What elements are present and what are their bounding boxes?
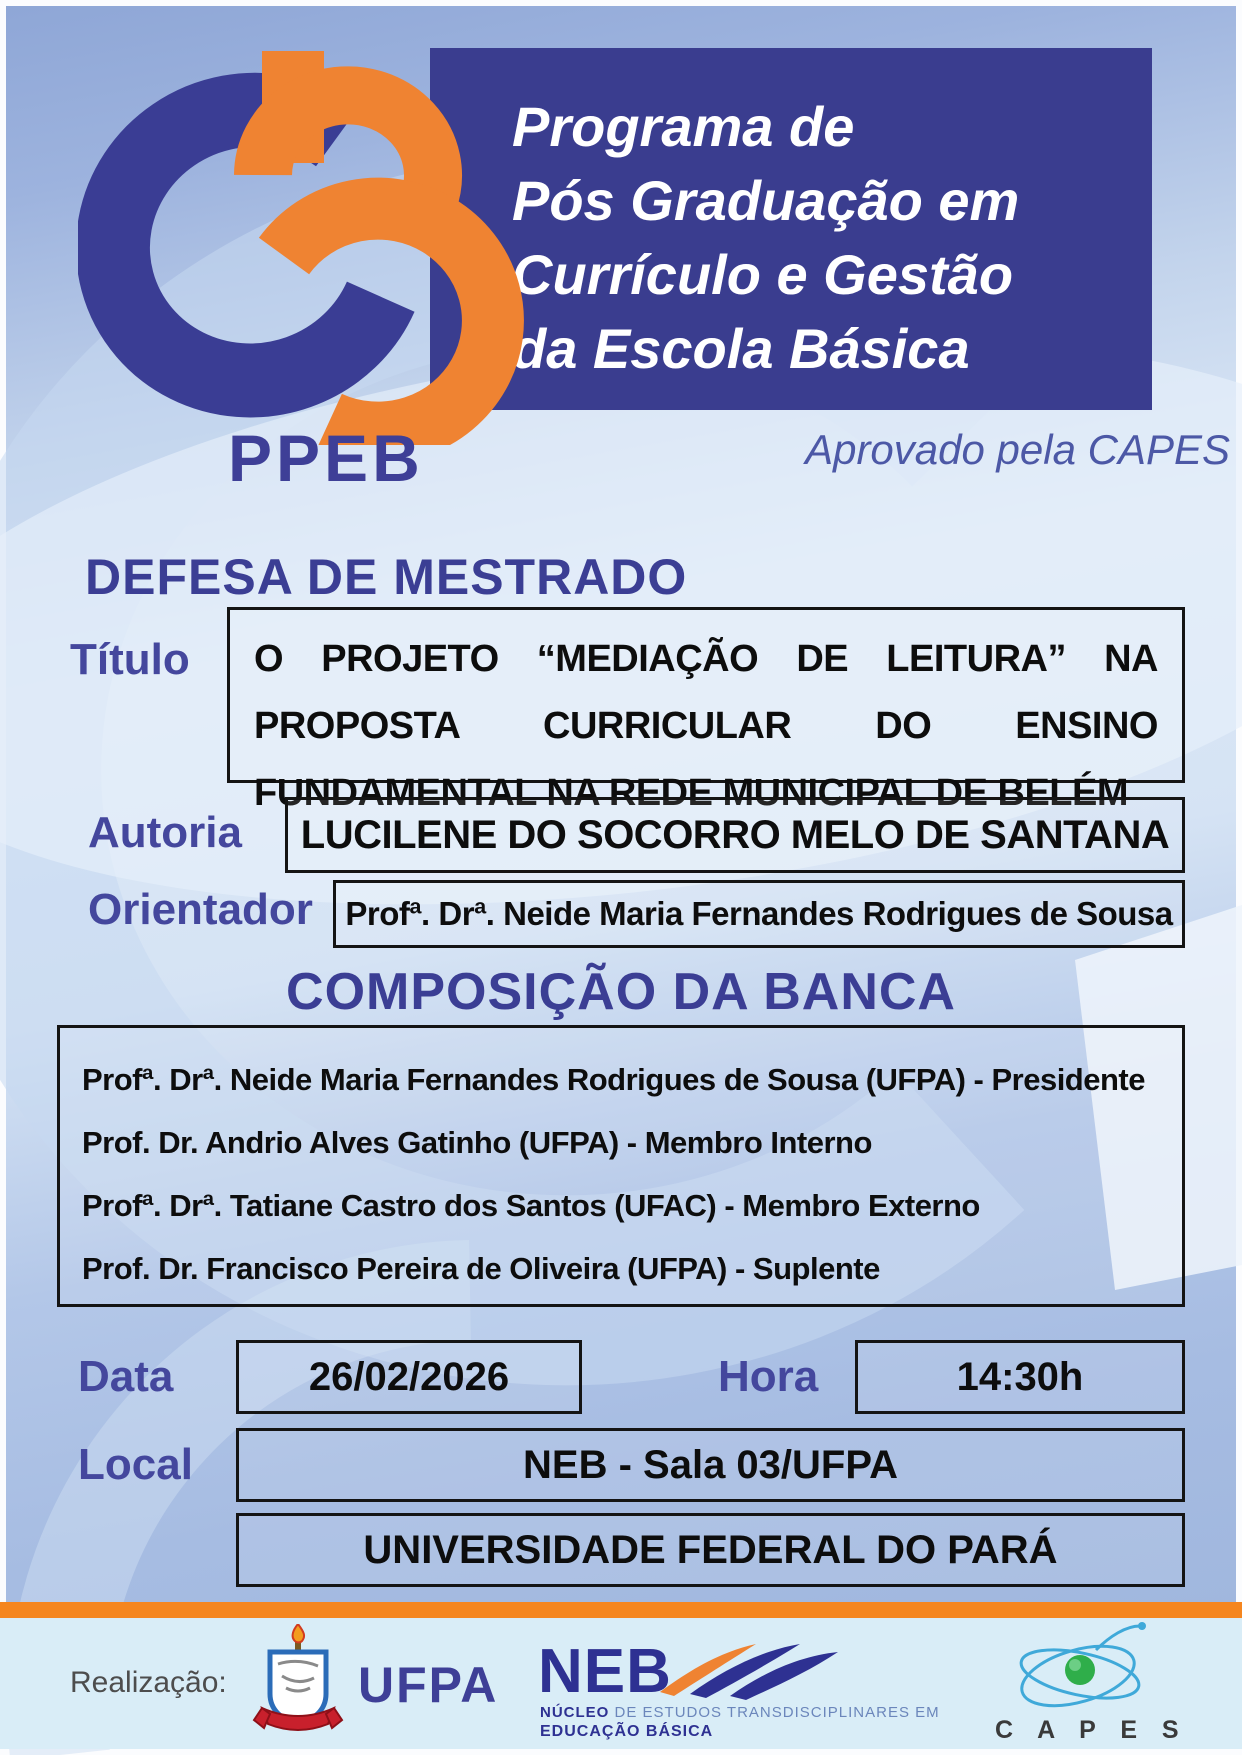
data-box xyxy=(236,1340,582,1414)
capes-approval-text: Aprovado pela CAPES xyxy=(805,426,1230,473)
data-label: Data xyxy=(78,1352,174,1401)
hora-box xyxy=(855,1340,1185,1414)
local-box xyxy=(236,1428,1185,1502)
program-name-line: Pós Graduação em xyxy=(512,169,1020,232)
ufpa-crest-icon xyxy=(252,1624,344,1742)
defense-location: NEB - Sala 03/UFPA xyxy=(523,1442,898,1487)
orange-divider xyxy=(0,1602,1242,1618)
autoria-label: Autoria xyxy=(88,808,242,857)
defense-time: 14:30h xyxy=(956,1354,1084,1399)
local-label: Local xyxy=(78,1440,193,1489)
neb-swoosh-icon xyxy=(660,1630,840,1700)
neb-subtitle-strong: NÚCLEO xyxy=(540,1704,610,1721)
footer xyxy=(0,1618,1242,1749)
defense-section-title: DEFESA DE MESTRADO xyxy=(85,549,688,605)
realizacao-label: Realização: xyxy=(70,1666,227,1699)
banca-member: Prof. Dr. Andrio Alves Gatinho (UFPA) - Membro Interno xyxy=(82,1125,872,1160)
orientador-box xyxy=(333,880,1185,948)
ppeb-acronym: PPEB xyxy=(228,421,424,495)
banca-member: Profª. Drª. Neide Maria Fernandes Rodrigues de Sousa (UFPA) - Presidente xyxy=(82,1062,1145,1097)
titulo-label: Título xyxy=(70,635,190,684)
institution-name: UNIVERSIDADE FEDERAL DO PARÁ xyxy=(363,1527,1058,1572)
defense-date: 26/02/2026 xyxy=(308,1354,510,1399)
hora-label: Hora xyxy=(718,1352,819,1401)
titulo-box xyxy=(227,607,1185,814)
banca-member: Profª. Drª. Tatiane Castro dos Santos (UFAC) - Membro Externo xyxy=(82,1188,980,1223)
author-name: LUCILENE DO SOCORRO MELO DE SANTANA xyxy=(300,812,1170,857)
institution-box xyxy=(236,1513,1185,1587)
ppeb-logo-icon xyxy=(78,45,598,445)
neb-subtitle-line2: EDUCAÇÃO BÁSICA xyxy=(540,1723,714,1740)
ufpa-wordmark: UFPA xyxy=(358,1657,499,1713)
banca-member: Prof. Dr. Francisco Pereira de Oliveira (UFPA) - Suplente xyxy=(82,1251,880,1286)
banca-section-title: COMPOSIÇÃO DA BANCA xyxy=(286,963,956,1021)
orientador-label: Orientador xyxy=(88,885,313,934)
program-name-line: da Escola Básica xyxy=(512,317,970,380)
advisor-name: Profª. Drª. Neide Maria Fernandes Rodrigues de Sousa xyxy=(345,895,1173,932)
capes-logo-icon xyxy=(1000,1620,1170,1716)
neb-subtitle-rest: DE ESTUDOS TRANSDISCIPLINARES EM xyxy=(609,1704,940,1721)
autoria-box xyxy=(285,797,1185,873)
neb-subtitle-line1 xyxy=(540,1704,940,1721)
neb-wordmark: NEB xyxy=(538,1637,672,1706)
program-name-line: Programa de xyxy=(512,95,855,158)
thesis-title: O PROJETO “MEDIAÇÃO DE LEITURA” NA PROPOSTA CURRICULAR DO ENSINO FUNDAMENTAL NA REDE MUNICIPAL DE BELÉM xyxy=(254,638,1158,814)
program-name-line: Currículo e Gestão xyxy=(512,243,1014,306)
capes-wordmark: C A P E S xyxy=(995,1716,1188,1744)
banca-box xyxy=(57,1025,1185,1307)
